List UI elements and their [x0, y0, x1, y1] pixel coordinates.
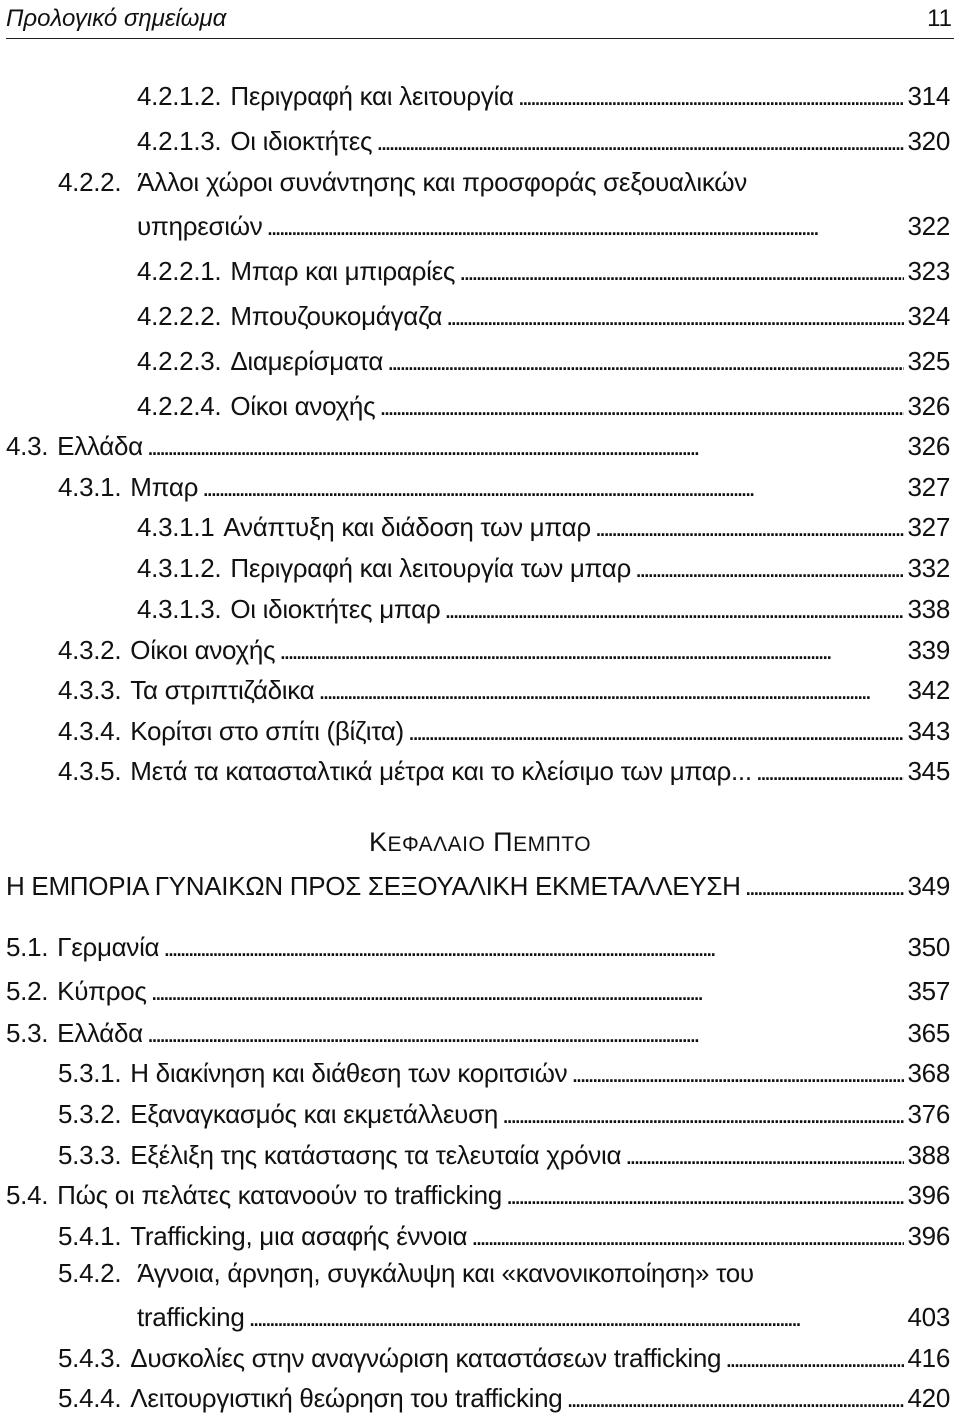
toc-entry-title: υπηρεσιών	[137, 211, 263, 241]
chapter-title-entry[interactable]	[6, 866, 950, 902]
toc-entry[interactable]	[58, 1216, 950, 1252]
toc-leader-dots	[147, 430, 904, 462]
toc-leader-dots	[725, 1342, 903, 1374]
toc-entry-page: 342	[907, 675, 950, 705]
chapter-label-initial: Κ	[368, 827, 388, 857]
toc-entry-title: Άγνοια, άρνηση, συγκάλυψη και «κανονικοποίηση» του	[137, 1258, 754, 1288]
toc-entry-title: Περιγραφή και λειτουργία	[230, 81, 514, 111]
page-number: 11	[927, 5, 952, 32]
toc-entry[interactable]	[137, 341, 950, 377]
toc-entry-number: 5.3.1.	[58, 1058, 122, 1088]
toc-leader-dots	[506, 1179, 904, 1211]
toc-entry-title: Δυσκολίες στην αναγνώριση καταστάσεων trafficking	[130, 1343, 722, 1373]
toc-entry-title: Οι ιδιοκτήτες	[230, 126, 373, 156]
toc-entry-number: 5.4.3.	[58, 1343, 122, 1373]
toc-entry[interactable]	[58, 670, 950, 706]
toc-entry-title: Τα στριπτιζάδικα	[130, 675, 315, 705]
toc-leader-dots	[279, 634, 903, 666]
toc-entry-number: 5.4.	[6, 1180, 49, 1210]
toc-entry-number: 4.2.2.1.	[137, 256, 222, 286]
toc-entry-title: Λειτουργιστική θεώρηση του trafficking	[130, 1383, 563, 1413]
toc-entry-title: Περιγραφή και λειτουργία των μπαρ	[230, 553, 632, 583]
toc-entry[interactable]	[137, 507, 950, 543]
toc-entry-title: Η διακίνηση και διάθεση των κοριτσιών	[130, 1058, 568, 1088]
toc-entry-page: 420	[907, 1383, 950, 1413]
toc-leader-dots	[446, 300, 903, 332]
toc-entry-number: 5.3.	[6, 1018, 49, 1048]
toc-entry-number: 4.2.2.	[58, 167, 122, 197]
toc-entry[interactable]	[137, 548, 950, 584]
toc-entry[interactable]	[58, 467, 950, 503]
toc-entry-number: 4.2.2.3.	[137, 346, 222, 376]
toc-leader-dots	[595, 511, 904, 543]
toc-entry-number: 4.3.2.	[58, 635, 122, 665]
toc-entry-number: 4.3.1.3.	[137, 594, 222, 624]
chapter-label-rest: ΕΦΑΛΑΙΟ	[387, 833, 486, 856]
toc-entry-page: 365	[907, 1018, 950, 1048]
toc-entry-page: 403	[907, 1302, 950, 1332]
toc-entry[interactable]	[58, 1338, 950, 1374]
toc-entry-page: 327	[907, 472, 950, 502]
toc-entry-title: Μπουζουκομάγαζα	[230, 301, 443, 331]
toc-entry[interactable]	[6, 1013, 950, 1049]
toc-entry-number: 4.2.1.3.	[137, 126, 222, 156]
toc-entry[interactable]	[6, 971, 950, 1007]
toc-entry[interactable]	[137, 121, 950, 157]
toc-entry-number: 4.2.2.2.	[137, 301, 222, 331]
toc-leader-dots	[502, 1098, 904, 1130]
toc-entry-title: Trafficking, μια ασαφής έννοια	[130, 1221, 468, 1251]
toc-entry[interactable]	[58, 1053, 950, 1089]
toc-entry-title: Οι ιδιοκτήτες μπαρ	[230, 594, 441, 624]
toc-entry-title: Κύπρος	[57, 976, 147, 1006]
toc-leader-dots	[571, 1057, 903, 1089]
toc-entry-title: Άλλοι χώροι συνάντησης και προσφοράς σεξουαλικών	[137, 167, 747, 197]
toc-entry[interactable]	[137, 386, 950, 422]
toc-entry-title: Μπαρ	[130, 472, 199, 502]
toc-entry[interactable]	[137, 76, 950, 112]
toc-leader-dots	[163, 931, 903, 963]
toc-entry[interactable]	[58, 711, 950, 747]
toc-leader-dots	[566, 1382, 903, 1414]
toc-entry-page: 345	[907, 756, 950, 786]
toc-entry[interactable]	[58, 630, 950, 666]
toc-entry[interactable]	[58, 751, 950, 787]
toc-entry-page: 376	[907, 1099, 950, 1129]
toc-entry[interactable]	[58, 166, 950, 202]
toc-leader-dots	[444, 593, 903, 625]
toc-entry-page: 324	[907, 301, 950, 331]
toc-entry-page: 396	[907, 1221, 950, 1251]
toc-entry-page: 325	[907, 346, 950, 376]
toc-entry-number: 4.2.2.4.	[137, 391, 222, 421]
toc-leader-dots	[625, 1139, 903, 1171]
toc-entry-page: 416	[907, 1343, 950, 1373]
toc-entry[interactable]	[6, 927, 950, 963]
toc-entry-number: 5.3.2.	[58, 1099, 122, 1129]
toc-entry-number: 4.3.3.	[58, 675, 122, 705]
toc-leader-dots	[745, 870, 904, 902]
toc-entry-number: 5.4.2.	[58, 1258, 122, 1288]
toc-entry[interactable]	[137, 1297, 950, 1333]
toc-entry-page: 332	[907, 553, 950, 583]
toc-entry-page: 357	[907, 976, 950, 1006]
toc-entry-page: 314	[907, 81, 950, 111]
toc-entry-number: 4.3.1.2.	[137, 553, 222, 583]
toc-entry[interactable]	[58, 1135, 950, 1171]
toc-leader-dots	[459, 255, 903, 287]
toc-leader-dots	[756, 755, 904, 787]
toc-entry-number: 5.1.	[6, 932, 49, 962]
toc-leader-dots	[249, 1301, 904, 1333]
chapter-number-initial: Π	[493, 827, 514, 857]
toc-leader-dots	[266, 210, 903, 242]
toc-entry[interactable]	[58, 1257, 950, 1293]
toc-entry-page: 343	[907, 716, 950, 746]
toc-entry-number: 4.3.4.	[58, 716, 122, 746]
running-header-title: Προλογικό σημείωμα	[6, 5, 227, 32]
toc-entry-title: Γερμανία	[57, 932, 160, 962]
toc-entry-number: 5.3.3.	[58, 1140, 122, 1170]
chapter-title: Η ΕΜΠΟΡΙΑ ΓΥΝΑΙΚΩΝ ΠΡΟΣ ΣΕΞΟΥΑΛΙΚΗ ΕΚΜΕΤΑΛΛΕΥΣΗ	[6, 871, 741, 901]
toc-entry-number: 4.3.1.	[58, 472, 122, 502]
toc-leader-dots	[635, 552, 903, 584]
toc-entry-page: 327	[907, 512, 950, 542]
toc-entry-page: 388	[907, 1140, 950, 1170]
toc-leader-dots	[318, 674, 903, 706]
chapter-number-rest: ΕΜΠΤΟ	[513, 833, 592, 856]
toc-entry-page: 322	[907, 211, 950, 241]
toc-entry[interactable]	[137, 206, 950, 242]
toc-entry-number: 5.2.	[6, 976, 49, 1006]
toc-entry-title: Διαμερίσματα	[230, 346, 384, 376]
toc-entry[interactable]	[58, 1094, 950, 1130]
toc-entry-title: Εξαναγκασμός και εκμετάλλευση	[130, 1099, 498, 1129]
toc-entry-page: 349	[907, 871, 950, 901]
toc-entry-page: 326	[907, 431, 950, 461]
toc-entry-page: 323	[907, 256, 950, 286]
toc-leader-dots	[408, 715, 904, 747]
toc-entry-title: Ανάπτυξη και διάδοση των μπαρ	[223, 512, 591, 542]
toc-entry-number: 4.3.	[6, 431, 49, 461]
toc-entry-title: Εξέλιξη της κατάστασης τα τελευταία χρόνια	[130, 1140, 622, 1170]
toc-entry-page: 339	[907, 635, 950, 665]
toc-entry-title: Πώς οι πελάτες κατανοούν το trafficking	[57, 1180, 502, 1210]
toc-leader-dots	[518, 80, 904, 112]
toc-entry-title: Μπαρ και μπιραρίες	[230, 256, 456, 286]
toc-entry-page: 396	[907, 1180, 950, 1210]
chapter-label	[0, 824, 960, 863]
toc-entry[interactable]	[58, 1378, 950, 1414]
toc-entry-page: 338	[907, 594, 950, 624]
toc-entry-page: 320	[907, 126, 950, 156]
toc-entry-title: Μετά τα κατασταλτικά μέτρα και το κλείσιμο των μπαρ...	[130, 756, 752, 786]
toc-leader-dots	[147, 1017, 904, 1049]
toc-entry-title: Κορίτσι στο σπίτι (βίζιτα)	[130, 716, 404, 746]
toc-entry-title: Ελλάδα	[57, 431, 143, 461]
toc-entry-page: 350	[907, 932, 950, 962]
toc-entry-number: 4.2.1.2.	[137, 81, 222, 111]
toc-leader-dots	[202, 471, 903, 503]
toc-entry-number: 5.4.4.	[58, 1383, 122, 1413]
toc-entry-page: 326	[907, 391, 950, 421]
toc-entry-title: trafficking	[137, 1302, 245, 1332]
toc-leader-dots	[387, 345, 903, 377]
toc-leader-dots	[151, 975, 904, 1007]
toc-leader-dots	[379, 390, 903, 422]
toc-entry-number: 4.3.1.1	[137, 512, 215, 542]
toc-entry[interactable]	[6, 426, 950, 462]
toc-leader-dots	[471, 1220, 903, 1252]
toc-entry-title: Οίκοι ανοχής	[230, 391, 376, 421]
toc-entry-number: 4.3.5.	[58, 756, 122, 786]
toc-entry[interactable]	[137, 251, 950, 287]
toc-entry-title: Οίκοι ανοχής	[130, 635, 276, 665]
toc-entry[interactable]	[137, 296, 950, 332]
toc-leader-dots	[376, 125, 903, 157]
toc-entry-page: 368	[907, 1058, 950, 1088]
toc-entry-number: 5.4.1.	[58, 1221, 122, 1251]
toc-entry-title: Ελλάδα	[57, 1018, 143, 1048]
toc-entry[interactable]	[6, 1175, 950, 1211]
toc-entry[interactable]	[137, 589, 950, 625]
